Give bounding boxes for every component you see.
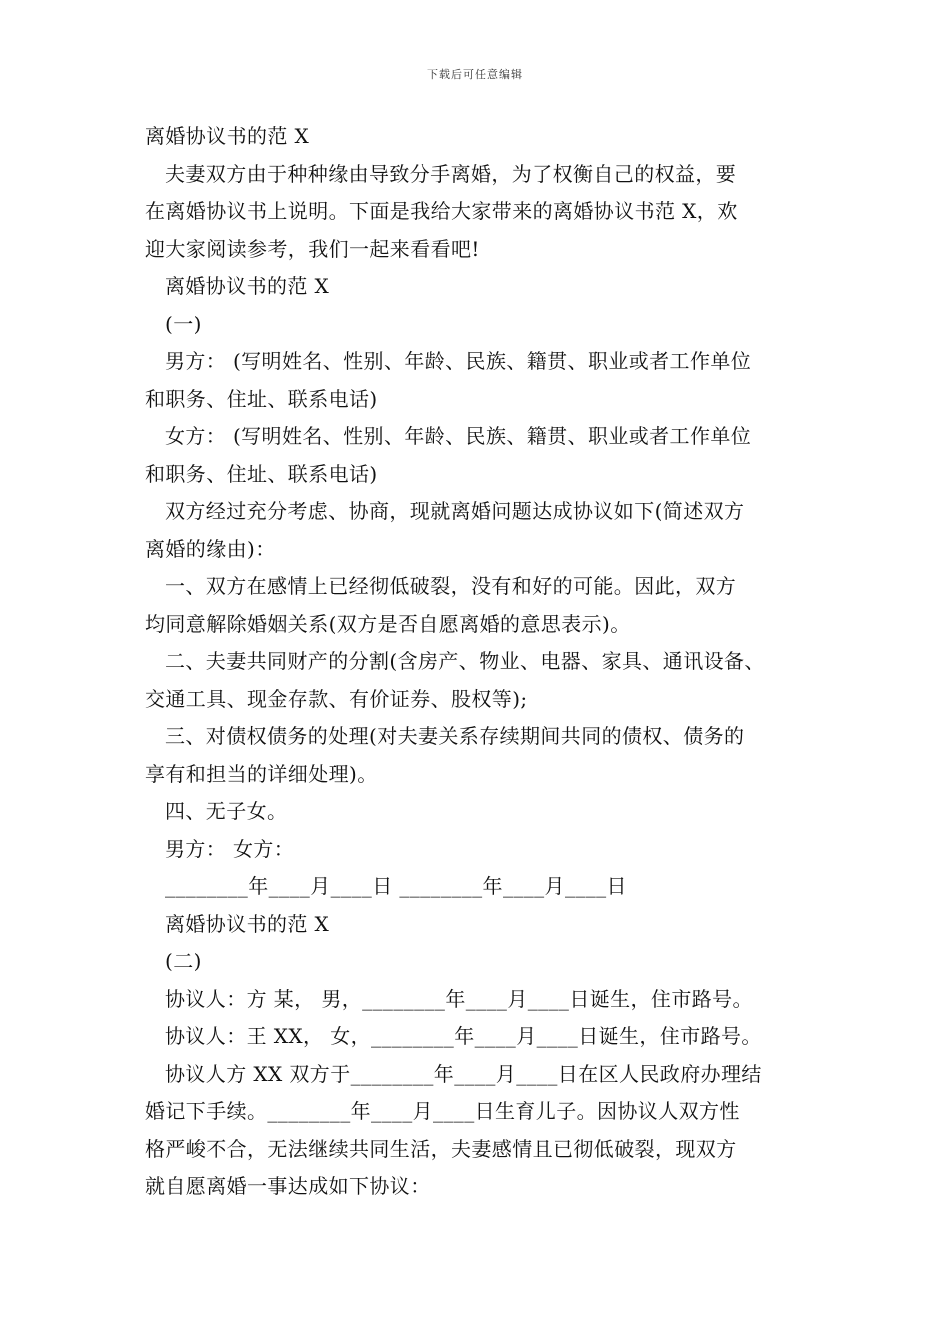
text-line: 和职务、住址、联系电话) bbox=[145, 461, 378, 486]
text-line: 夫妻双方由于种种缘由导致分手离婚，为了权衡自己的权益，要 bbox=[165, 161, 737, 186]
text-line: 交通工具、现金存款、有价证券、股权等); bbox=[145, 686, 528, 711]
signature-line: 男方： 女方： bbox=[165, 836, 295, 861]
section-heading: 离婚协议书的范 X bbox=[165, 911, 330, 936]
text-line: 男方： (写明姓名、性别、年龄、民族、籍贯、职业或者工作单位 bbox=[165, 349, 752, 373]
text-line: 婚记下手续。________年____月____日生育儿子。因协议人双方性 bbox=[145, 1099, 740, 1123]
text-line: 二、夫妻共同财产的分割(含房产、物业、电器、家具、通讯设备、 bbox=[165, 649, 765, 673]
text-line: 和职务、住址、联系电话) bbox=[145, 386, 378, 411]
page-header-note: 下载后可任意编辑 bbox=[427, 68, 523, 81]
date-line: ________年____月____日 ________年____月____日 bbox=[165, 874, 627, 898]
text-line: 就自愿离婚一事达成如下协议： bbox=[145, 1174, 431, 1198]
section-number: (一) bbox=[165, 311, 202, 336]
text-line: 格严峻不合，无法继续共同生活，夫妻感情且已彻低破裂，现双方 bbox=[145, 1136, 737, 1161]
text-line: 均同意解除婚姻关系(双方是否自愿离婚的意思表示)。 bbox=[145, 611, 631, 636]
text-line: 协议人：王 XX， 女，________年____月____日诞生，住市路号。 bbox=[165, 1024, 762, 1048]
document-body bbox=[145, 118, 820, 1206]
text-line: 迎大家阅读参考，我们一起来看看吧! bbox=[145, 236, 480, 261]
text-line: 一、双方在感情上已经彻低破裂，没有和好的可能。因此，双方 bbox=[165, 574, 737, 598]
text-line: 女方： (写明姓名、性别、年龄、民族、籍贯、职业或者工作单位 bbox=[165, 424, 752, 448]
section-number: (二) bbox=[165, 949, 202, 973]
text-line: 四、无子女。 bbox=[165, 799, 288, 823]
section-heading: 离婚协议书的范 X bbox=[165, 274, 330, 298]
text-line: 协议人：方 某， 男，________年____月____日诞生，住市路号。 bbox=[165, 986, 753, 1011]
text-line: 在离婚协议书上说明。下面是我给大家带来的离婚协议书范 X，欢 bbox=[145, 199, 738, 223]
doc-title: 离婚协议书的范 X bbox=[145, 124, 310, 148]
text-line: 离婚的缘由)： bbox=[145, 536, 276, 561]
text-line: 享有和担当的详细处理)。 bbox=[145, 761, 378, 786]
text-line: 协议人方 XX 双方于________年____月____日在区人民政府办理结 bbox=[165, 1061, 762, 1086]
text-line: 双方经过充分考虑、协商，现就离婚问题达成协议如下(简述双方 bbox=[165, 499, 745, 523]
text-line: 三、对债权债务的处理(对夫妻关系存续期间共同的债权、债务的 bbox=[165, 724, 745, 748]
